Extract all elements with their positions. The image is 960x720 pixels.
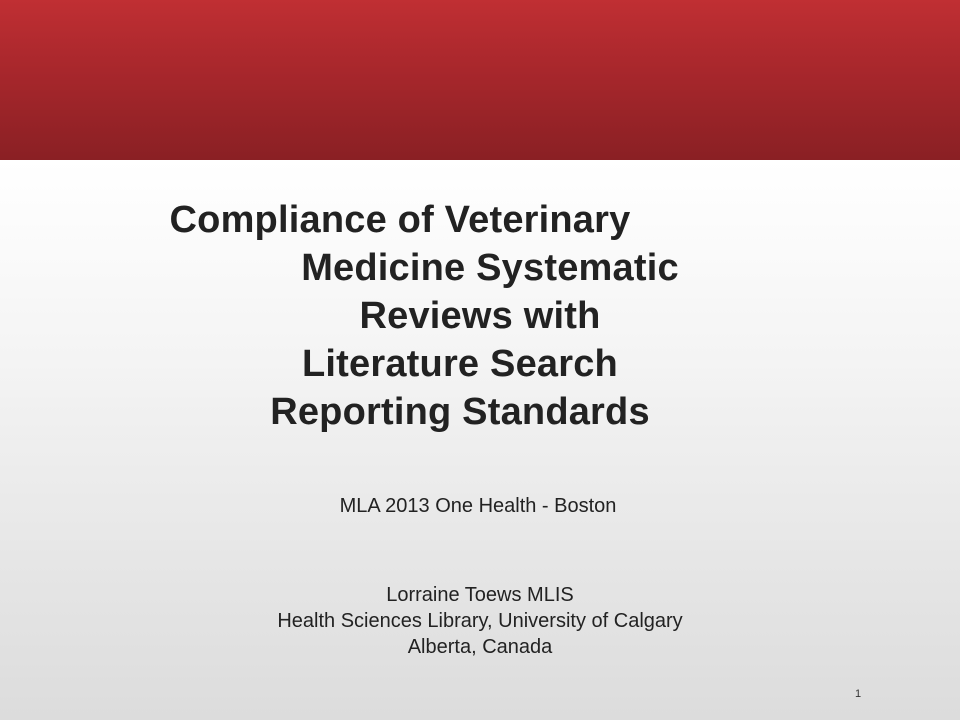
slide-title bbox=[120, 196, 840, 436]
conference-subtitle: MLA 2013 One Health - Boston bbox=[339, 495, 617, 517]
author-block bbox=[0, 582, 960, 660]
author-name: Lorraine Toews bbox=[386, 584, 522, 606]
author-credential: MLIS bbox=[521, 584, 574, 606]
title-line-1: Compliance of Veterinary bbox=[169, 199, 631, 241]
author-location: Alberta, Canada bbox=[407, 636, 553, 658]
page-number: 1 bbox=[854, 688, 862, 700]
author-affiliation: Health Sciences Library, University of Calgary bbox=[277, 610, 683, 632]
title-line-4: Literature Search bbox=[302, 343, 618, 385]
author-line bbox=[0, 582, 960, 608]
title-line-3: Reviews with bbox=[359, 295, 601, 337]
title-line-5: Reporting Standards bbox=[270, 391, 650, 433]
header-band bbox=[0, 0, 960, 160]
title-line-2: Medicine Systematic bbox=[301, 247, 679, 289]
